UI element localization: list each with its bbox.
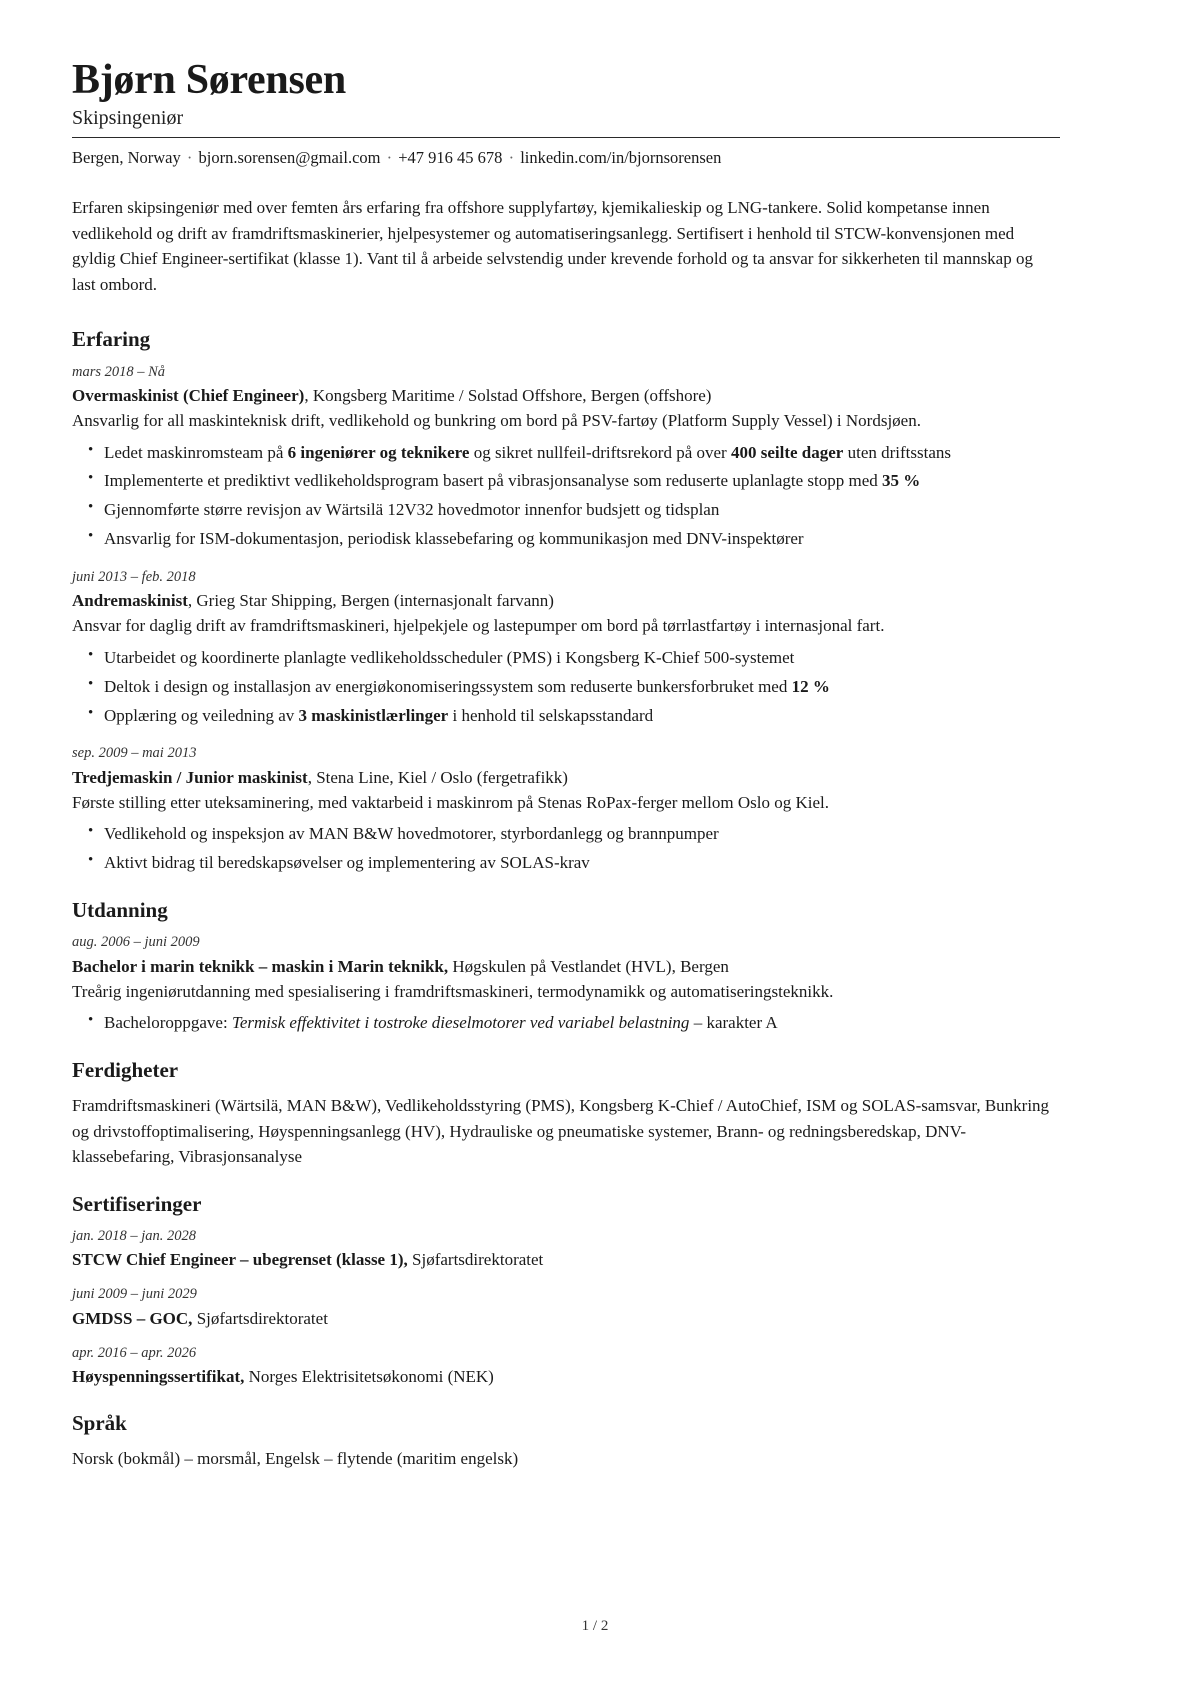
resume-header bbox=[72, 58, 1060, 169]
text-run: – karakter A bbox=[689, 1013, 778, 1033]
experience-entries bbox=[72, 363, 1060, 876]
resume-entry bbox=[72, 363, 1060, 552]
bullet-item bbox=[104, 440, 1060, 466]
candidate-job-title: Skipsingeniør bbox=[72, 107, 184, 130]
text-run: Deltok i design og installasjon av energiøkonomiseringssystem som reduserte bunkersforbruket med bbox=[104, 676, 792, 696]
contact-location: Bergen, Norway bbox=[72, 148, 181, 168]
section-heading-skills: Ferdigheter bbox=[72, 1058, 179, 1083]
section-education bbox=[72, 898, 1060, 1036]
entry-bullet-list bbox=[72, 645, 1060, 728]
section-certifications bbox=[72, 1192, 1060, 1389]
text-run: i henhold til selskapsstandard bbox=[448, 705, 654, 725]
entry-date: juni 2013 – feb. 2018 bbox=[72, 568, 196, 585]
entry-role: Tredjemaskin / Junior maskinist bbox=[72, 767, 308, 787]
section-heading-languages: Språk bbox=[72, 1410, 127, 1435]
certification-title-line bbox=[72, 1248, 1060, 1272]
certification-entry bbox=[72, 1344, 1060, 1389]
entry-date: aug. 2006 – juni 2009 bbox=[72, 934, 200, 951]
languages-text: Norsk (bokmål) – morsmål, Engelsk – flytende (maritim engelsk) bbox=[72, 1449, 519, 1469]
resume-entry bbox=[72, 933, 1060, 1036]
text-run: 12 % bbox=[791, 676, 830, 696]
bullet-item bbox=[104, 468, 1060, 494]
entry-description: Ansvar for daglig drift av framdriftsmaskineri, hjelpekjele og lastepumper om bord på tørrlastfartøy i internasjonal fart. bbox=[72, 616, 885, 636]
certification-title-line bbox=[72, 1365, 1060, 1389]
page-indicator: 1 / 2 bbox=[581, 1618, 609, 1634]
entry-bullet-list bbox=[72, 1010, 1060, 1036]
bullet-item bbox=[104, 850, 1060, 876]
header-divider bbox=[72, 137, 1060, 138]
bullet-item bbox=[104, 1010, 1060, 1036]
entry-description: Ansvarlig for all maskinteknisk drift, vedlikehold og bunkring om bord på PSV-fartøy (Platform Supply Vessel) i Nordsjøen. bbox=[72, 410, 921, 430]
section-heading-experience: Erfaring bbox=[72, 327, 151, 352]
text-run: Gjennomførte større revisjon av Wärtsilä 12V32 hovedmotor innenfor budsjett og tidsplan bbox=[104, 500, 720, 520]
contact-separator: · bbox=[186, 148, 193, 168]
entry-date: mars 2018 – Nå bbox=[72, 363, 166, 380]
certification-issuer: Sjøfartsdirektoratet bbox=[407, 1250, 544, 1270]
skills-text: Framdriftsmaskineri (Wärtsilä, MAN B&W), Vedlikeholdsstyring (PMS), Kongsberg K-Chief / AutoChief, ISM og SOLAS-samsvar, Bunkring og drivstoffoptimalisering, Høyspenningsanlegg (HV), Hydrauliske og pneumatiske systemer, Brann- og redningsberedskap, DNV-klassebefaring, Vibrasjonsanalyse bbox=[72, 1096, 1050, 1167]
entry-bullet-list bbox=[72, 821, 1060, 876]
text-run: Aktivt bidrag til beredskapsøvelser og implementering av SOLAS-krav bbox=[104, 853, 590, 873]
entry-description: Første stilling etter uteksaminering, med vaktarbeid i maskinrom på Stenas RoPax-ferger mellom Oslo og Kiel. bbox=[72, 792, 829, 812]
text-run: Ledet maskinromsteam på bbox=[104, 442, 288, 462]
certification-name: Høyspenningssertifikat, bbox=[72, 1367, 245, 1387]
entry-date: sep. 2009 – mai 2013 bbox=[72, 745, 197, 762]
entry-organization: Høgskulen på Vestlandet (HVL), Bergen bbox=[448, 956, 729, 976]
certification-title-line bbox=[72, 1307, 1060, 1331]
certification-date: apr. 2016 – apr. 2026 bbox=[72, 1344, 197, 1361]
section-experience bbox=[72, 327, 1060, 876]
bullet-item bbox=[104, 526, 1060, 552]
entry-role: Andremaskinist bbox=[72, 591, 188, 611]
candidate-name: Bjørn Sørensen bbox=[72, 57, 346, 103]
text-run: Termisk effektivitet i tostroke dieselmotorer ved variabel belastning bbox=[231, 1013, 690, 1033]
entry-organization: , Grieg Star Shipping, Bergen (internasjonalt farvann) bbox=[187, 591, 554, 611]
resume-entry bbox=[72, 568, 1060, 728]
text-run: uten driftsstans bbox=[843, 442, 951, 462]
entry-title-line bbox=[72, 384, 1060, 408]
certification-date: jan. 2018 – jan. 2028 bbox=[72, 1227, 197, 1244]
entry-role: Bachelor i marin teknikk – maskin i Marin teknikk, bbox=[72, 956, 449, 976]
contact-separator: · bbox=[386, 148, 393, 168]
certification-entries bbox=[72, 1227, 1060, 1389]
certification-issuer: Norges Elektrisitetsøkonomi (NEK) bbox=[244, 1367, 494, 1387]
text-run: Implementerte et prediktivt vedlikeholdsprogram basert på vibrasjonsanalyse som reduserte uplanlagte stopp med bbox=[104, 471, 882, 491]
entry-title-line bbox=[72, 589, 1060, 613]
bullet-item bbox=[104, 497, 1060, 523]
text-run: Bacheloroppgave: bbox=[104, 1013, 232, 1033]
bullet-item bbox=[104, 645, 1060, 671]
text-run: 3 maskinistlærlinger bbox=[298, 705, 449, 725]
section-languages bbox=[72, 1411, 1060, 1472]
bullet-item bbox=[104, 674, 1060, 700]
text-run: 6 ingeniører og teknikere bbox=[287, 442, 470, 462]
entry-organization: , Kongsberg Maritime / Solstad Offshore, Bergen (offshore) bbox=[304, 386, 712, 406]
text-run: 35 % bbox=[882, 471, 921, 491]
entry-bullet-list bbox=[72, 440, 1060, 552]
contact-phone[interactable]: +47 916 45 678 bbox=[398, 148, 503, 168]
text-run: Opplæring og veiledning av bbox=[104, 705, 299, 725]
contact-linkedin[interactable]: linkedin.com/in/bjornsorensen bbox=[520, 148, 722, 168]
bullet-item bbox=[104, 703, 1060, 729]
section-heading-certifications: Sertifiseringer bbox=[72, 1191, 202, 1216]
certification-name: GMDSS – GOC, bbox=[72, 1308, 193, 1328]
page-footer bbox=[0, 1618, 1190, 1635]
certification-date: juni 2009 – juni 2029 bbox=[72, 1286, 197, 1303]
contact-email[interactable]: bjorn.sorensen@gmail.com bbox=[198, 148, 381, 168]
contact-separator: · bbox=[508, 148, 515, 168]
certification-entry bbox=[72, 1285, 1060, 1330]
text-run: 400 seilte dager bbox=[730, 442, 844, 462]
certification-issuer: Sjøfartsdirektoratet bbox=[192, 1308, 328, 1328]
entry-description: Treårig ingeniørutdanning med spesialisering i framdriftsmaskineri, termodynamikk og automatiseringsteknikk. bbox=[72, 981, 834, 1001]
bullet-item bbox=[104, 821, 1060, 847]
entry-title-line bbox=[72, 766, 1060, 790]
entry-title-line bbox=[72, 955, 1060, 979]
certification-name: STCW Chief Engineer – ubegrenset (klasse 1), bbox=[72, 1250, 408, 1270]
contact-line bbox=[72, 147, 1060, 169]
text-run: Utarbeidet og koordinerte planlagte vedlikeholdsscheduler (PMS) i Kongsberg K-Chief 500-systemet bbox=[104, 647, 795, 667]
resume-entry bbox=[72, 744, 1060, 876]
entry-role: Overmaskinist (Chief Engineer) bbox=[72, 386, 305, 406]
text-run: Vedlikehold og inspeksjon av MAN B&W hovedmotorer, styrbordanlegg og brannpumper bbox=[104, 824, 719, 844]
text-run: Ansvarlig for ISM-dokumentasjon, periodisk klassebefaring og kommunikasjon med DNV-inspektører bbox=[104, 529, 804, 549]
text-run: og sikret nullfeil-driftsrekord på over bbox=[469, 442, 731, 462]
section-skills bbox=[72, 1058, 1060, 1170]
education-entries bbox=[72, 933, 1060, 1036]
entry-organization: , Stena Line, Kiel / Oslo (fergetrafikk) bbox=[307, 767, 568, 787]
certification-entry bbox=[72, 1227, 1060, 1272]
professional-summary: Erfaren skipsingeniør med over femten års erfaring fra offshore supplyfartøy, kjemikalieskip og LNG-tankere. Solid kompetanse innen vedlikehold og drift av framdriftsmaskinerier, hjelpesystemer og automatiseringsanlegg. Sertifisert i henhold til STCW-konvensjonen med gyldig Chief Engineer-sertifikat (klasse 1). Vant til å arbeide selvstendig under krevende forhold og ta ansvar for sikkerheten til mannskap og last ombord. bbox=[72, 198, 1033, 294]
section-heading-education: Utdanning bbox=[72, 898, 168, 922]
